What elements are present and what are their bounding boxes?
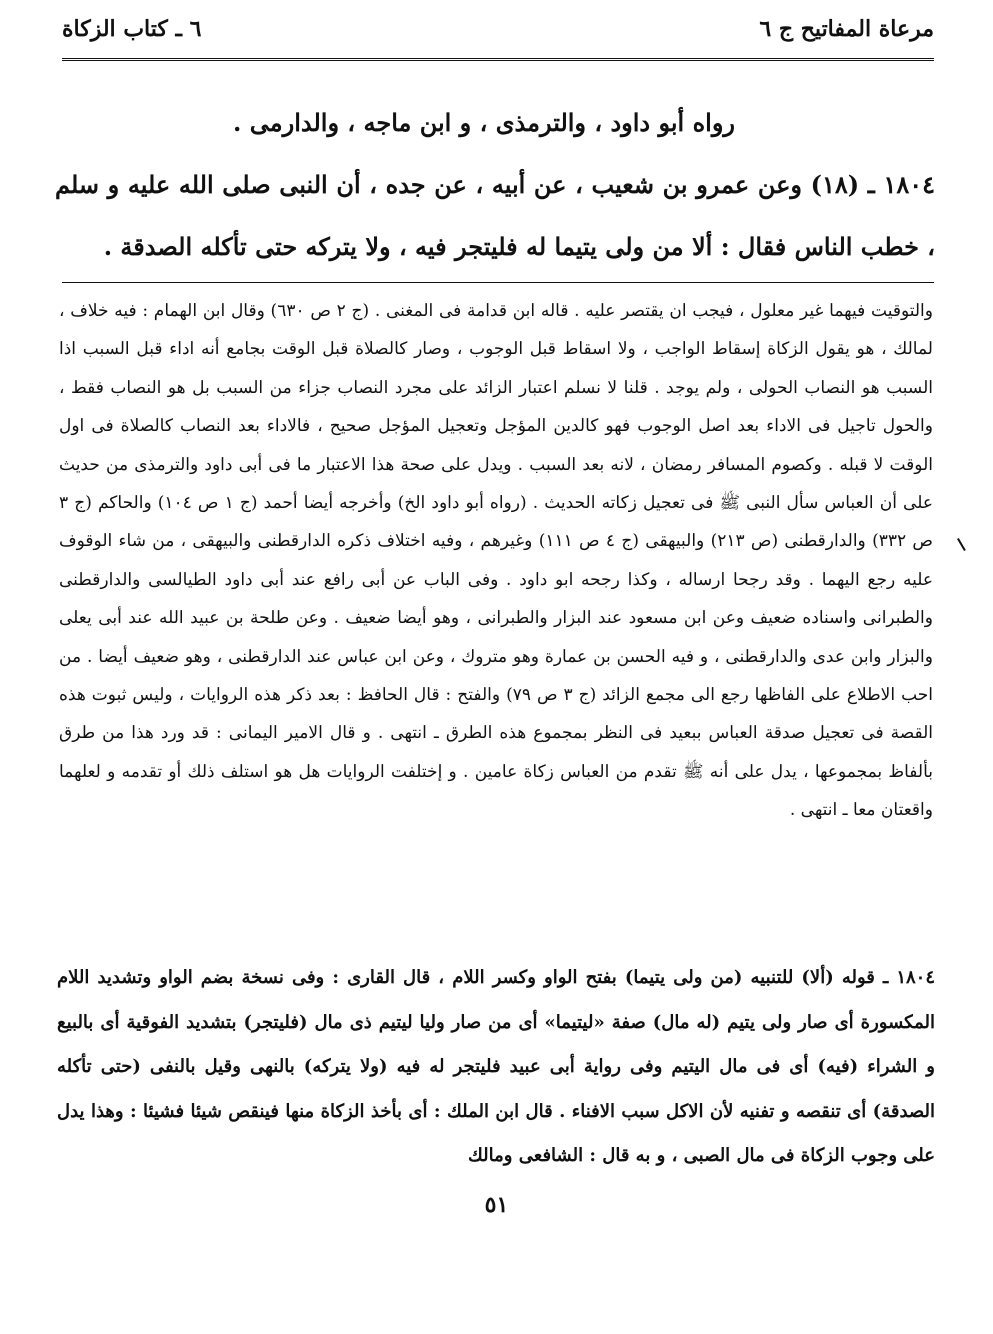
commentary-paragraph-2: ١٨٠٤ ـ قوله (ألا) للتنبيه (من ولى يتيما) بفتح الواو وكسر اللام ، قال القارى : وفى نسخة بضم الواو وتشديد اللام المكسورة أى صار ولى يتيم (له مال) صفة «ليتيما» أى من صار وليا ليتيم ذى مال (فليتجر) بتشديد الفوقية أى بالبيع و الشراء (فيه) أى فى مال اليتيم وفى رواية أبى عبيد فليتجر له فيه (ولا يتركه) بالنهى وقيل بالنفى (حتى تأكله الصدقة) أى تنقصه و تفنيه لأن الاكل سبب الافناء . قال ابن الملك : أى بأخذ الزكاة منها فينقص شيئا فشيئا : وهذا يدل على وجوب الزكاة فى مال الصبى ، و به قال : الشافعى ومالك <box>57 967 935 1166</box>
book-title: مرعاة المفاتيح ج ٦ <box>759 16 934 42</box>
margin-mark <box>957 535 971 551</box>
hadith-reference: رواه أبو داود ، والترمذى ، و ابن ماجه ، والدارمى . <box>233 108 735 137</box>
hadith-text <box>55 154 935 278</box>
hadith-text-main: ١٨٠٤ ـ (١٨) وعن عمرو بن شعيب ، عن أبيه ، عن جده ، أن النبى صلى الله عليه و سلم ، خطب الناس فقال : <box>55 170 935 261</box>
commentary-block-2 <box>57 956 935 1179</box>
commentary-block <box>59 292 933 830</box>
chapter-title: ٦ ـ كتاب الزكاة <box>62 16 202 42</box>
hadith-block <box>55 92 935 278</box>
hadith-text-quote: ألا من ولى يتيما له فليتجر فيه ، ولا يتركه حتى تأكله الصدقة . <box>103 232 713 261</box>
running-header <box>62 10 934 50</box>
header-rule <box>62 58 934 61</box>
commentary-paragraph: والتوقيت فيهما غير معلول ، فيجب ان يقتصر عليه . قاله ابن قدامة فى المغنى . (ج ٢ ص ٦٣٠) وقال ابن الهمام : فيه خلاف ، لمالك ، هو يقول الزكاة إسقاط الواجب ، ولا اسقاط قبل الوجوب ، وصار كالصلاة قبل الوقت بجامع أنه اداء قبل السبب اذا السبب هو النصاب الحولى ، ولم يوجد . قلنا لا نسلم اعتبار الزائد على مجرد النصاب جزاء من السبب بل هو النصاب فقط ، والحول تاجيل فى الاداء بعد اصل الوجوب فهو كالدين المؤجل وتعجيل المؤجل صحيح ، فالاداء بعد النصاب كالصلاة فى اول الوقت لا قبله . وكصوم المسافر رمضان ، لانه بعد السبب . ويدل على صحة هذا الاعتبار ما فى أبى داود والترمذى من حديث على أن العباس سأل النبى ﷺ فى تعجيل زكاته الحديث . (رواه أبو داود الخ) وأخرجه أيضا أحمد (ج ١ ص ١٠٤) والحاكم (ج ٣ ص ٣٣٢) والدارقطنى (ص ٢١٣) والبيهقى (ج ٤ ص ١١١) وغيرهم ، وفيه اختلاف ذكره الدارقطنى والبيهقى ، من شاء الوقوف عليه رجع اليهما . وقد رجحا ارساله ، وكذا رجحه ابو داود . وفى الباب عن أبى رافع عند أبى داود الطيالسى والدارقطنى والطبرانى واسناده ضعيف وعن ابن مسعود عند البزار والطبرانى ، وهو أيضا ضعيف . وعن طلحة بن عبيد الله عند أبى يعلى والبزار وابن عدى والدارقطنى ، و فيه الحسن بن عمارة وهو متروك ، وعن ابن عباس عند الدارقطنى ، وهو ضعيف أيضا . من احب الاطلاع على الفاظها رجع الى مجمع الزائد (ج ٣ ص ٧٩) والفتح : قال الحافظ : بعد ذكر هذه الروايات ، وليس ثبوت هذه القصة فى تعجيل صدقة العباس ببعيد فى النظر بمجموع هذه الطرق ـ انتهى . و قال الامير اليمانى : قد ورد هذا من طرق بألفاظ بمجموعها ، يدل على أنه ﷺ تقدم من العباس زكاة عامين . و إختلفت الروايات هل هو استلف ذلك أو تقدمه و لعلهما واقعتان معا ـ انتهى . <box>59 301 933 821</box>
page-number: ٥١ <box>484 1192 509 1218</box>
footnote-divider <box>62 282 934 283</box>
